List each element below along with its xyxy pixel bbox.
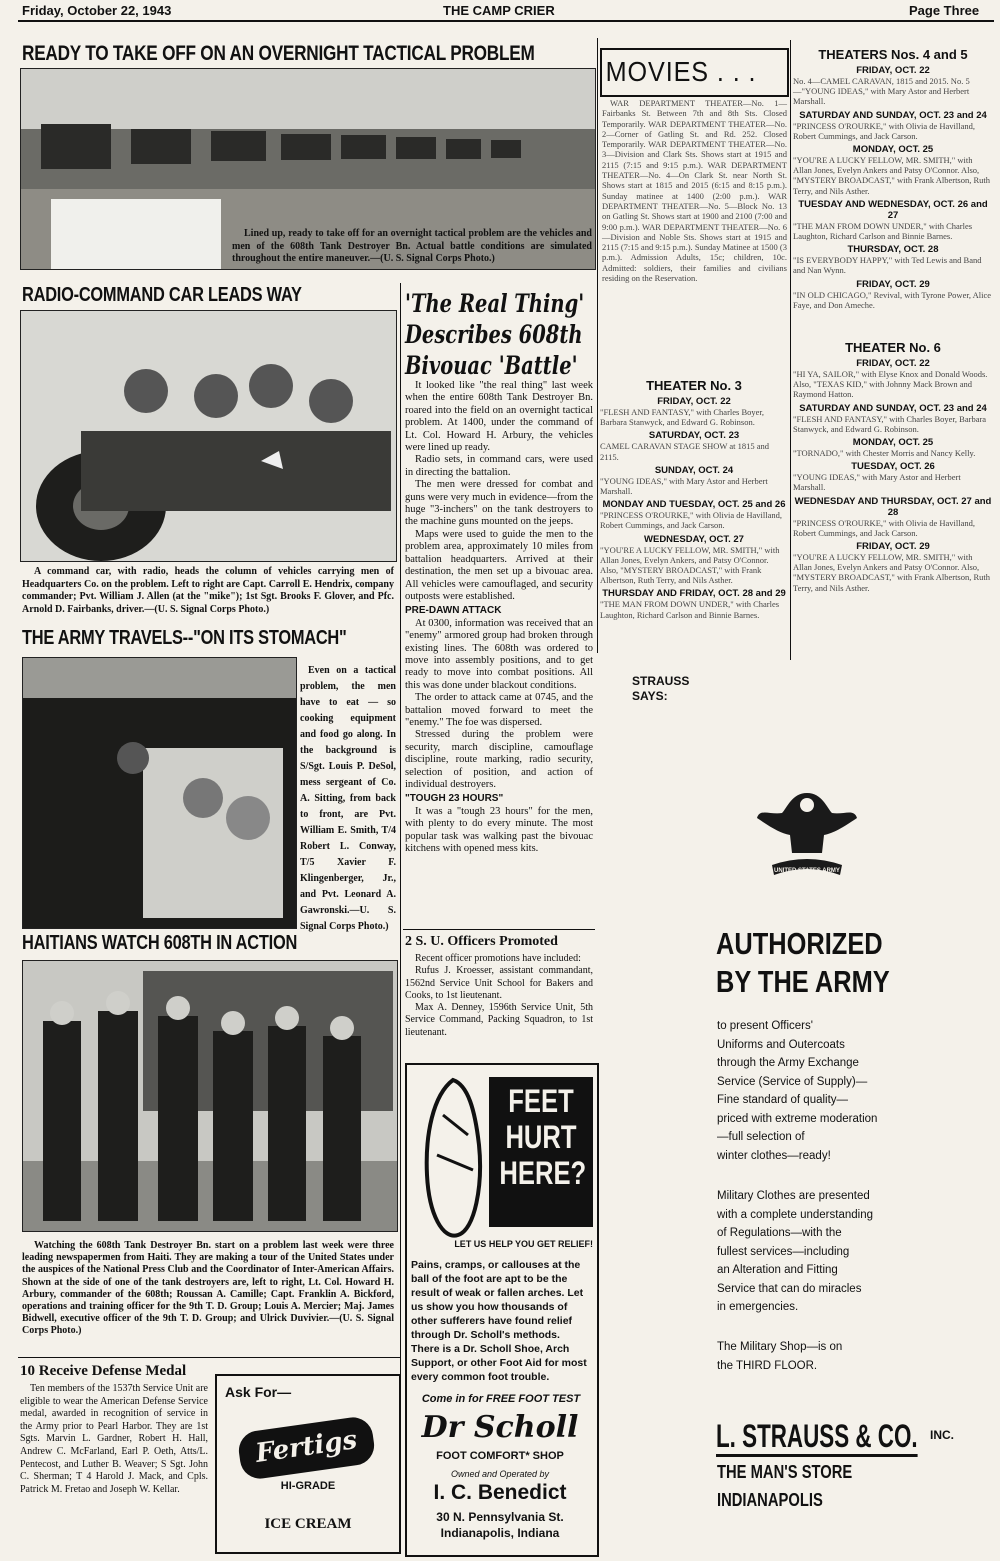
showing-film: "YOU'RE A LUCKY FELLOW, MR. SMITH," with Allan Jones, Evelyn Ankers and Patsy O'Connor. Also, "MYSTERY BROADCAST," with Frank Albertson, Ruth Terry, and Nils Asther.: [793, 155, 991, 196]
showing-day: FRIDAY, OCT. 22: [657, 396, 731, 407]
showing-day: MONDAY AND TUESDAY, OCT. 25 and 26: [602, 499, 786, 511]
theater45-listing: [793, 47, 993, 310]
showing-film: "YOUNG IDEAS," with Mary Astor and Herbert Marshall.: [600, 475, 768, 497]
showing-film: "YOU'RE A LUCKY FELLOW, MR. SMITH," with Allan Jones, Evelyn Ankers and Patsy O'Connor. Also, "MYSTERY BROADCAST," with Frank Albertson, Ruth Terry, and Nils Asther.: [793, 552, 991, 593]
strauss-logo: L. STRAUSS & CO.: [716, 1418, 918, 1457]
strauss-tagline: THE MAN'S STORE: [717, 1462, 853, 1482]
scholl-city: Indianapolis, Indiana: [440, 1526, 560, 1540]
story3-caption: Even on a tactical problem, the men have to eat — so cooking equipment and food go along. In the background is S/Sgt. Louis P. DeSol, mess sergeant of Co. A. Sitting, from back to front, are Pvt. William E. Smith, T/4 Robert L. Conway, T/5 Xavier F. Klingenberger, Jr., and Pvt. Leonard A. Gawronski.—U. S. Signal Corps Photo.): [300, 665, 396, 932]
fertigs-logo: Fertigs: [236, 1415, 376, 1481]
strauss-city: INDIANAPOLIS: [717, 1490, 823, 1510]
scholl-owner: I. C. Benedict: [433, 1481, 567, 1504]
ad-line: through the Army Exchange: [717, 1057, 859, 1069]
ad-line: Uniforms and Outercoats: [717, 1038, 845, 1051]
authorized-headline: AUTHORIZED BY THE ARMY: [716, 926, 890, 999]
showing-film: CAMEL CARAVAN STAGE SHOW at 1815 and 2115.: [600, 441, 770, 462]
issue-date: Friday, October 22, 1943: [22, 3, 172, 18]
showing-film: "PRINCESS O'ROURKE," with Olivia de Havilland, Robert Cummings, and Jack Carson.: [600, 510, 783, 531]
showing-day: WEDNESDAY AND THURSDAY, OCT. 27 and 28: [794, 495, 992, 518]
icecream-product: ICE CREAM: [264, 1516, 352, 1532]
showing-day: THURSDAY AND FRIDAY, OCT. 28 and 29: [602, 588, 786, 600]
article-subhead: PRE-DAWN ATTACK: [405, 605, 502, 617]
strauss-says: STRAUSS SAYS:: [632, 674, 690, 703]
medal-body: Ten members of the 1537th Service Unit are eligible to wear the American Defense Service medal, awarded in recognition of service in the Army prior to Pearl Harbor. They are 1st Sgts. Marvin L. Gardner, Robert H. Hall, Andrew C. McFarland, Earl P. Oeth, Atts/L. Pentecost, and Luther B. Weaver; S Sgt. John C. Sherman; T 4 Harold J. Mack, and Cpls. Patrick M. Fretao and Joseph W. Kellar.: [20, 1383, 208, 1495]
page-number: Page Three: [909, 3, 980, 18]
command-car-photo: [20, 310, 397, 562]
story3-headline: THE ARMY TRAVELS--"ON ITS STOMACH": [22, 627, 347, 649]
column-rule: [400, 283, 401, 1553]
scholl-relief: LET US HELP YOU GET RELIEF!: [454, 1239, 593, 1249]
movies-banner: MOVIES . . .: [600, 48, 789, 97]
showing-film: "IN OLD CHICAGO," Revival, with Tyrone Power, Alice Faye, and Don Ameche.: [793, 289, 992, 310]
ad-line: winter clothes—ready!: [717, 1149, 831, 1162]
ad-line: priced with extreme moderation: [717, 1112, 878, 1125]
showing-day: SATURDAY, OCT. 23: [648, 430, 740, 442]
wardept-listing: WAR DEPARTMENT THEATER—No. 1—Fairbanks St. Between 7th and 8th Sts. Closed Temporarily. WAR DEPARTMENT THEATER—No. 2—Corner of Gatling St. and Rd. 252. Closed Temporarily. WAR DEPARTMENT THEATER—No. 3—Division and Clark Sts. Shows start at 1915 and 2115 (7:15 and 9:15 p.m.). WAR DEPARTMENT THEATER—No. 4—On Clark St. near North St. Shows start at 1815 and 2015 (6:15 and 8:15 p.m.). Sunday matinee at 1400 (2:00 p.m.). WAR DEPARTMENT THEATER—No. 5—Block No. 13 on Gatling St. Shows start at 1900 and 2100 (7:00 and 9:00 p.m.). WAR DEPARTMENT THEATER—No. 6—Division and Noble Sts. Shows start at 1915 and 2115 (7:15 and 9:15 p.m.). Sunday Matinee at 1500 (3 p.m.). Admission Adults, 15c; children, 10c. Admitted: soldiers, their families and civilians residing on the Reservation.: [602, 98, 787, 284]
scholl-test: Come in for FREE FOOT TEST: [421, 1393, 581, 1405]
masthead-rule: [18, 20, 994, 22]
medal-headline: 10 Receive Defense Medal: [20, 1363, 187, 1379]
showing-film: "YOU'RE A LUCKY FELLOW, MR. SMITH," with Allan Jones, Evelyn Ankers, and Patsy O'Connor. Also, "MYSTERY BROADCAST," with Frank Albertson, Ruth Terry, and Nils Asther.: [600, 544, 780, 586]
feet-hurt-panel: FEET HURT HERE?: [489, 1077, 593, 1227]
column-rule: [597, 38, 598, 653]
scholl-logo: Dr Scholl: [421, 1410, 579, 1445]
showing-film: "PRINCESS O'ROURKE," with Olivia de Havilland, Robert Cummings, and Jack Carson.: [793, 517, 976, 538]
scholl-body: Pains, cramps, or callouses at the ball of the foot are apt to be the result of weak or fallen arches. Let us show you how thousands of other sufferers have found relief through Dr. Scholl's methods. There is a Dr. Scholl Shoe, Arch Support, or other Foot Aid for most every common foot trouble.: [411, 1259, 587, 1383]
showing-film: "TORNADO," with Chester Morris and Nancy Kelly.: [793, 448, 976, 459]
showing-film: No. 4—CAMEL CARAVAN, 1815 and 2015. No. 5—"YOUNG IDEAS," with Mary Astor and Herbert Marshall.: [793, 76, 970, 107]
ad-line: Fine standard of quality—: [717, 1094, 849, 1106]
ad-line: to present Officers': [717, 1020, 813, 1032]
ad-line: Service that can do miracles: [717, 1282, 862, 1295]
showing-day: MONDAY, OCT. 25: [852, 437, 934, 449]
ad-line: The Military Shop—is on: [717, 1341, 843, 1353]
icecream-grade: HI-GRADE: [280, 1480, 336, 1492]
ad-line: of Regulations—with the: [717, 1227, 842, 1239]
haitians-photo: [22, 960, 398, 1232]
showing-film: "HI YA, SAILOR," with Elyse Knox and Donald Woods. Also, "TEXAS KID," with Johnny Mack Brown and Raymond Hatton.: [793, 369, 988, 400]
ad-line: Service (Service of Supply)—: [717, 1075, 868, 1088]
showing-film: "IS EVERYBODY HAPPY," with Ted Lewis and Band and Nan Wynn.: [793, 255, 982, 276]
foot-icon: [413, 1075, 493, 1245]
strauss-text-2: [717, 1187, 977, 1317]
article-headline: 'The Real Thing' Describes 608th Bivouac 'Battle': [405, 289, 585, 380]
story4-caption: Watching the 608th Tank Destroyer Bn. start on a problem last week were three leading newspapermen from Haiti. They are making a tour of the United States under the auspices of the National Press Club and the Coordinator of Inter-American Affairs. Shown at the side of one of the tank destroyers are, left to right, Lt. Col. Howard H. Arbury, commander of the 608th; Roussan A. Camille; Capt. Franklin A. Bickford, operations and training officer for the 9th T. D. Group; Louis A. Mercier; Maj. James Bidwell, executive officer of the 9th T. D. Group; and Ulrick Duvivier.—(U. S. Signal Corps Photo.): [22, 1240, 394, 1337]
scholl-shop: FOOT COMFORT* SHOP: [436, 1450, 564, 1462]
officers-headline: 2 S. U. Officers Promoted: [405, 934, 558, 949]
showing-day: SATURDAY AND SUNDAY, OCT. 23 and 24: [799, 109, 987, 121]
article-body: It looked like "the real thing" last week when the entire 608th Tank Destroyer Bn. roared into the field on an overnight tactical problem. At 1400, under the command of Lt. Col. Howard H. Arbury, the vehicles were lined up ready. Radio sets, in command cars, were used in directing the battalion. The men were dressed for combat and guns were very much in evidence—from the huge "3-inchers" on the tank destroyers to the machine guns mounted on the jeeps. Maps were used to guide the men to the problem area, approximately 10 miles from battalion headquarters. Arrived at their destination, the men set up a bivouac area. All vehicles were camouflaged, and security outposts were established. PRE-DAWN ATTACK At 0300, information was received that an "enemy" armored group had broken through existing lines. The 608th was ordered to move into assembly positions, and to get ready to move into combat positions. All this was done under blackout conditions. The order to attack came at 0745, and the battalion moved forward to meet the "enemy." The foe was dispersed. Stressed during the problem were security, march discipline, camouflage discipline, route marking, radio security, selection of position, and action of individual destroyers. "TOUGH 23 HOURS" It was a "tough 23 hours" for the men, with plenty to do every minute. The most popular task was walking past the bivouac kitchens with opened mess kits.: [405, 380, 593, 855]
icecream-ask: Ask For—: [225, 1384, 292, 1400]
ad-line: with a complete understanding: [717, 1208, 873, 1221]
eagle-emblem-icon: [752, 783, 862, 883]
showing-day: SATURDAY AND SUNDAY, OCT. 23 and 24: [799, 402, 987, 414]
scholl-ad: [405, 1063, 599, 1557]
story1-caption: Lined up, ready to take off for an overnight tactical problem are the vehicles and men of the 608th Tank Destroyer Bn. Actual battle conditions are simulated throughout the entire maneuver.—(U. S. Signal Corps Photo.): [232, 228, 592, 264]
showing-day: FRIDAY, OCT. 29: [856, 541, 930, 553]
showing-day: TUESDAY AND WEDNESDAY, OCT. 26 and 27: [798, 198, 988, 221]
showing-film: "THE MAN FROM DOWN UNDER," with Charles Laughton, Richard Carlson and Binnie Barnes.: [600, 599, 780, 620]
story4-headline: HAITIANS WATCH 608TH IN ACTION: [22, 932, 298, 954]
officers-body: Recent officer promotions have included: Rufus J. Kroesser, assistant commandant, 1562nd Service Unit School for Bakers and Cooks, to 1st lieutenant. Max A. Denney, 1596th Service Unit, 5th Service Command, Packing Squadron, to 1st lieutenant.: [405, 953, 593, 1038]
showing-film: "THE MAN FROM DOWN UNDER," with Charles Laughton, Richard Carlson and Binnie Barnes.: [793, 220, 973, 242]
story2-caption: A command car, with radio, heads the column of vehicles carrying men of Headquarters Co. on the problem. Left to right are Capt. Carroll E. Hendrix, company commander; Pvt. William J. Allen (at the "mike"); 1st Sgt. Brooks F. Glover, and Pfc. Arnold D. Fairbanks, driver.—(U. S. Signal Corps Photo.): [22, 566, 394, 615]
section-rule: [18, 1357, 401, 1358]
showing-day: MONDAY, OCT. 25: [852, 144, 934, 156]
story1-headline: READY TO TAKE OFF ON AN OVERNIGHT TACTICAL PROBLEM: [22, 42, 535, 65]
ad-line: Military Clothes are presented: [717, 1190, 870, 1202]
strauss-text-1: [717, 1017, 977, 1165]
section-rule: [403, 929, 595, 930]
ad-line: fullest services—including: [717, 1245, 850, 1258]
showing-day: FRIDAY, OCT. 22: [856, 358, 930, 369]
ad-line: an Alteration and Fitting: [717, 1264, 838, 1276]
showing-day: FRIDAY, OCT. 29: [856, 278, 930, 290]
article-subhead: "TOUGH 23 HOURS": [405, 793, 504, 805]
showing-day: TUESDAY, OCT. 26: [851, 461, 935, 473]
svg-text:UNITED STATES ARMY: UNITED STATES ARMY: [774, 868, 840, 874]
theater-name: THEATERS Nos. 4 and 5: [818, 47, 968, 62]
scholl-address: 30 N. Pennsylvania St.: [436, 1510, 564, 1524]
theater6-listing: [793, 340, 993, 593]
showing-day: WEDNESDAY, OCT. 27: [644, 533, 744, 545]
paper-name: THE CAMP CRIER: [443, 3, 555, 18]
ad-line: —full selection of: [717, 1131, 805, 1143]
showing-day: SUNDAY, OCT. 24: [654, 464, 734, 476]
strauss-text-3: [717, 1338, 977, 1375]
column-rule: [790, 40, 791, 660]
icecream-ad: [215, 1374, 401, 1554]
showing-film: "FLESH AND FANTASY," with Charles Boyer, Barbara Stanwyck, and Edward G. Robinson.: [600, 407, 765, 428]
showing-film: "YOUNG IDEAS," with Mary Astor and Herbert Marshall.: [793, 472, 961, 493]
showing-film: "FLESH AND FANTASY," with Charles Boyer, Barbara Stanwyck, and Edward G. Robinson.: [793, 413, 987, 434]
ad-line: the THIRD FLOOR.: [717, 1359, 818, 1372]
theater3-listing: [600, 378, 788, 620]
showing-day: FRIDAY, OCT. 22: [856, 65, 930, 76]
theater-name: THEATER No. 6: [845, 340, 941, 355]
showing-film: "PRINCESS O'ROURKE," with Olivia de Havilland, Robert Cummings, and Jack Carson.: [793, 120, 976, 141]
scholl-owned: Owned and Operated by: [450, 1469, 550, 1479]
mess-truck-photo: [22, 657, 297, 929]
theater-name: THEATER No. 3: [646, 378, 742, 393]
showing-day: THURSDAY, OCT. 28: [847, 244, 939, 256]
strauss-inc: INC.: [930, 1428, 954, 1442]
story2-headline: RADIO-COMMAND CAR LEADS WAY: [22, 284, 302, 306]
ad-line: in emergencies.: [717, 1301, 799, 1313]
